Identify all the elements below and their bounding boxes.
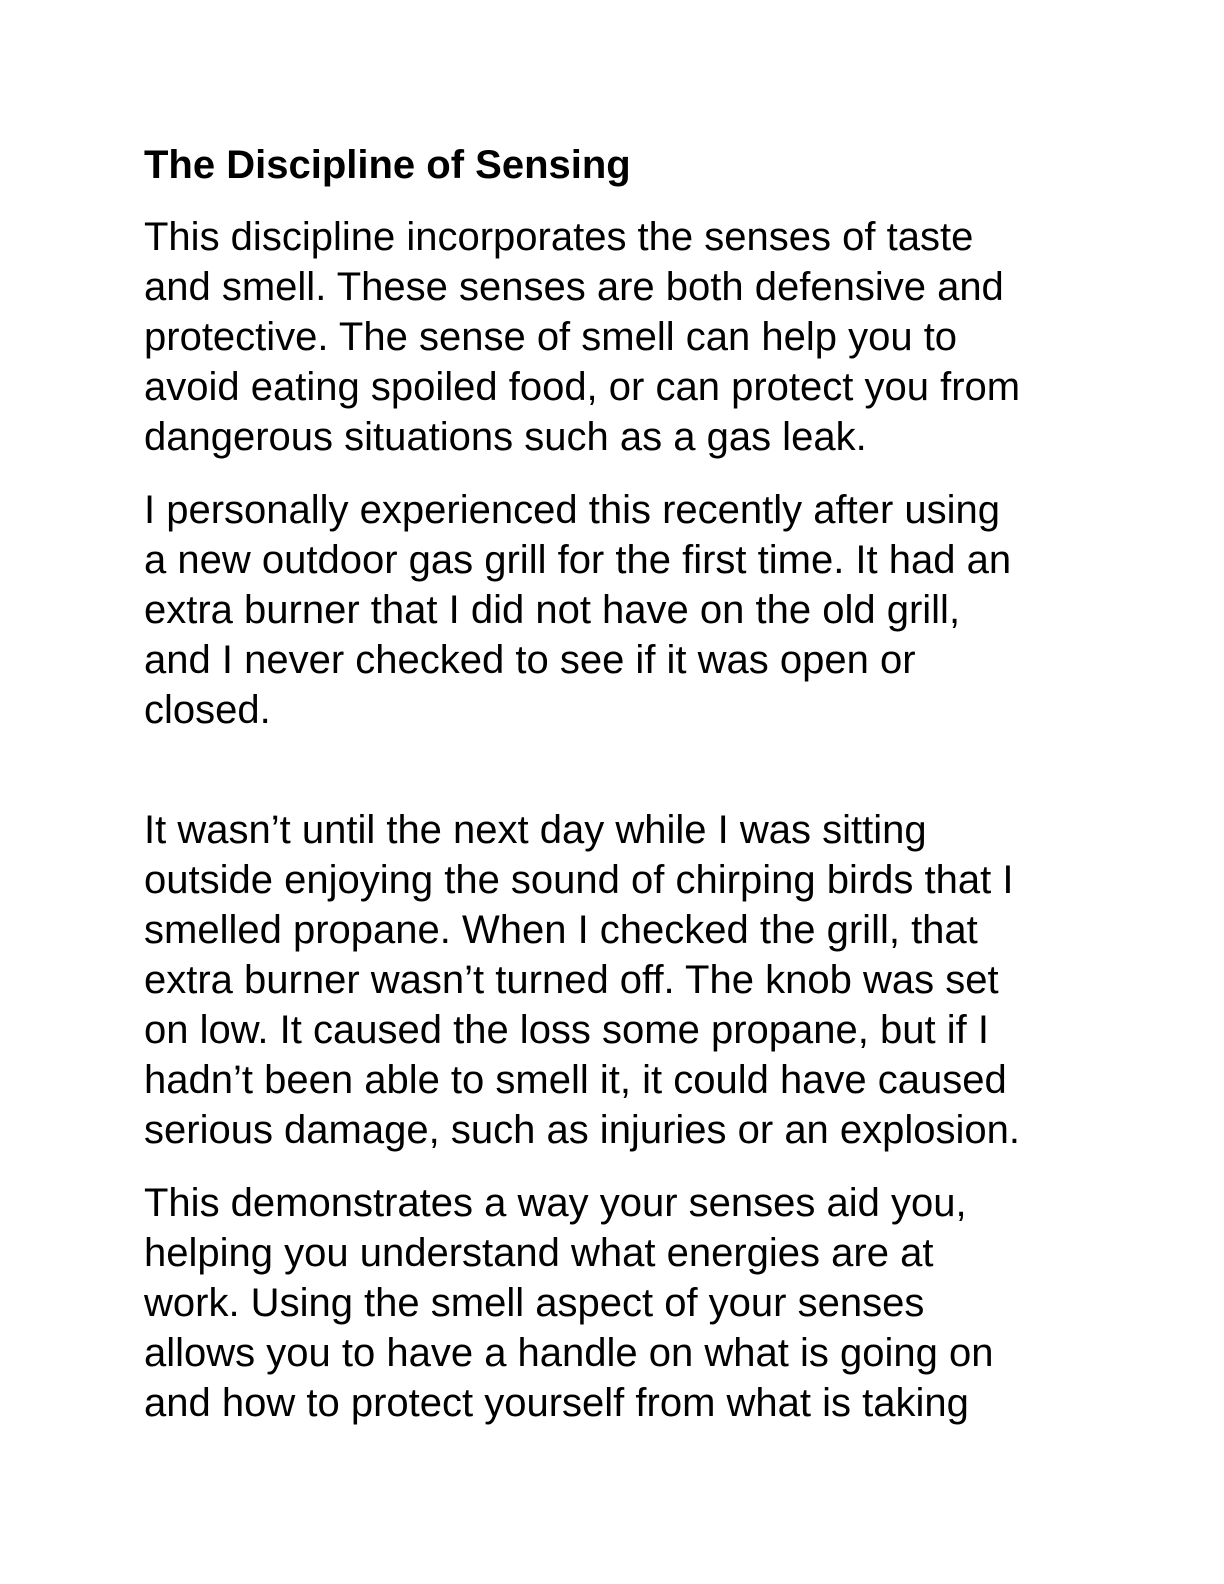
paragraph-line: and how to protect yourself from what is taking <box>144 1381 969 1425</box>
paragraph-line: outside enjoying the sound of chirping birds that I <box>144 858 1014 902</box>
paragraph-3 <box>144 805 1104 1155</box>
paragraph-line: and I never checked to see if it was open or <box>144 638 916 682</box>
paragraph-line: extra burner that I did not have on the old grill, <box>144 588 961 632</box>
paragraph-line: It wasn’t until the next day while I was sitting <box>144 808 927 852</box>
document-page <box>144 140 1104 1428</box>
paragraph-line: a new outdoor gas grill for the first time. It had an <box>144 538 1012 582</box>
paragraph-line: avoid eating spoiled food, or can protect you from <box>144 365 1021 409</box>
paragraph-line: hadn’t been able to smell it, it could have caused <box>144 1058 1007 1102</box>
paragraph-spacing <box>144 1155 1104 1178</box>
paragraph-line: I personally experienced this recently after using <box>144 488 1001 532</box>
paragraph-line: This discipline incorporates the senses of taste <box>144 215 974 259</box>
paragraph-line: This demonstrates a way your senses aid you, <box>144 1181 967 1225</box>
paragraph-line: and smell. These senses are both defensive and <box>144 265 1004 309</box>
paragraph-2 <box>144 485 1104 735</box>
paragraph-line: allows you to have a handle on what is going on <box>144 1331 994 1375</box>
paragraph-line: serious damage, such as injuries or an explosion. <box>144 1108 1021 1152</box>
paragraph-line: protective. The sense of smell can help you to <box>144 315 958 359</box>
paragraph-spacing <box>144 462 1104 485</box>
document-title: The Discipline of Sensing <box>144 143 631 187</box>
paragraph-line: closed. <box>144 688 271 732</box>
paragraph-line: dangerous situations such as a gas leak. <box>144 415 867 459</box>
paragraph-line: on low. It caused the loss some propane, but if I <box>144 1008 989 1052</box>
paragraph-line: extra burner wasn’t turned off. The knob was set <box>144 958 999 1002</box>
paragraph-line: smelled propane. When I checked the grill, that <box>144 908 978 952</box>
paragraph-1 <box>144 212 1104 462</box>
paragraph-line: work. Using the smell aspect of your senses <box>144 1281 925 1325</box>
paragraph-spacing <box>144 735 1104 805</box>
paragraph-line: helping you understand what energies are at <box>144 1231 934 1275</box>
paragraph-4 <box>144 1178 1104 1428</box>
